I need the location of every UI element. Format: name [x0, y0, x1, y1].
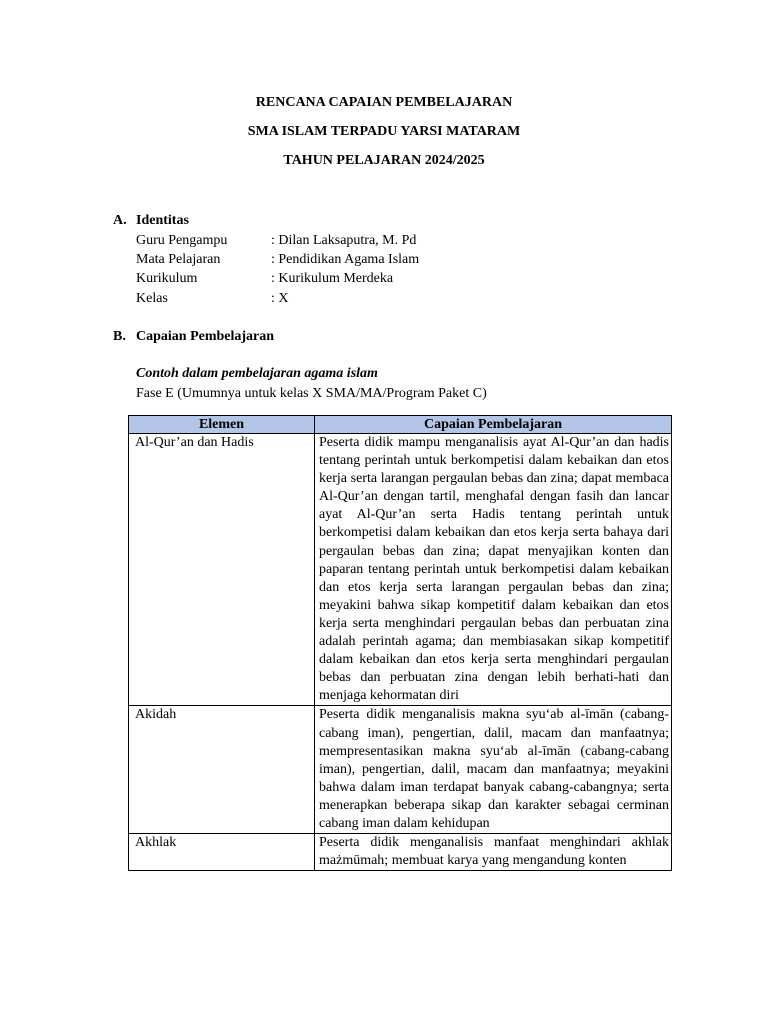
identity-row-subject [136, 250, 419, 269]
section-b-title: Capaian Pembelajaran [136, 329, 275, 344]
identity-value: : Dilan Laksaputra, M. Pd [271, 233, 417, 248]
table-header-row [129, 416, 672, 434]
section-b-letter: B. [113, 329, 126, 344]
header-elemen: Elemen [129, 416, 315, 434]
elemen-cell: Akidah [129, 706, 315, 834]
identity-value: : X [271, 291, 289, 306]
capaian-cell: Peserta didik menganalisis manfaat menghindari akhlak mażmūmah; membuat karya yang mengandung konten [315, 834, 672, 871]
identity-label: Kurikulum [136, 271, 198, 286]
phase-description: Fase E (Umumnya untuk kelas X SMA/MA/Program Paket C) [136, 386, 487, 401]
section-b-heading [113, 328, 274, 346]
identity-row-teacher [136, 231, 416, 250]
school-name: SMA ISLAM TERPADU YARSI MATARAM [247, 124, 521, 139]
table-row [129, 834, 672, 871]
section-b-subtitle: Contoh dalam pembelajaran agama islam [136, 366, 378, 381]
identity-value: : Pendidikan Agama Islam [271, 252, 420, 267]
identity-label: Guru Pengampu [136, 233, 228, 248]
identity-row-curriculum [136, 269, 393, 288]
learning-outcomes-table [128, 415, 672, 871]
table-row [129, 706, 672, 834]
identity-label: Mata Pelajaran [136, 252, 221, 267]
table-row [129, 434, 672, 706]
header-capaian: Capaian Pembelajaran [315, 416, 672, 434]
elemen-cell: Al-Qur’an dan Hadis [129, 434, 315, 706]
academic-year: TAHUN PELAJARAN 2024/2025 [283, 153, 485, 168]
document-title: RENCANA CAPAIAN PEMBELAJARAN [255, 95, 513, 110]
elemen-cell: Akhlak [129, 834, 315, 871]
section-a-title: Identitas [136, 213, 189, 228]
identity-row-class [136, 289, 289, 308]
capaian-cell: Peserta didik mampu menganalisis ayat Al-Qur’an dan hadis tentang perintah untuk berkompetisi dalam kebaikan dan etos kerja serta larangan pergaulan bebas dan zina; dapat membaca Al-Qur’an dengan tartil, menghafal dengan fasih dan lancar ayat Al-Qur’an serta Hadis tentang perintah untuk berkompetisi dalam kebaikan dan etos kerja serta bahaya dari pergaulan bebas dan zina; dapat menyajikan konten dan paparan tentang perintah untuk berkompetisi dalam kebaikan dan etos kerja serta larangan pergaulan bebas dan zina; meyakini bahwa sikap kompetitif dalam kebaikan dan etos kerja serta menghindari pergaulan bebas dan perbuatan zina adalah perintah agama; dan membiasakan sikap kompetitif dalam kebaikan dan etos kerja serta menghindari pergaulan bebas dan perbuatan zina dengan lebih berhati-hati dan menjaga kehormatan diri [315, 434, 672, 706]
section-a-heading [113, 212, 189, 230]
section-a-letter: A. [113, 213, 127, 228]
capaian-cell: Peserta didik menganalisis makna syu‘ab al-īmān (cabang-cabang iman), pengertian, dalil, macam dan manfaatnya; mempresentasikan makna syu‘ab al-īmān (cabang-cabang iman), pengertian, dalil, macam dan manfaatnya; meyakini bahwa dalam iman terdapat banyak cabang-cabangnya; serta menerapkan beberapa sikap dan karakter sebagai cerminan cabang iman dalam kehidupan [315, 706, 672, 834]
identity-label: Kelas [136, 291, 168, 306]
identity-value: : Kurikulum Merdeka [271, 271, 394, 286]
